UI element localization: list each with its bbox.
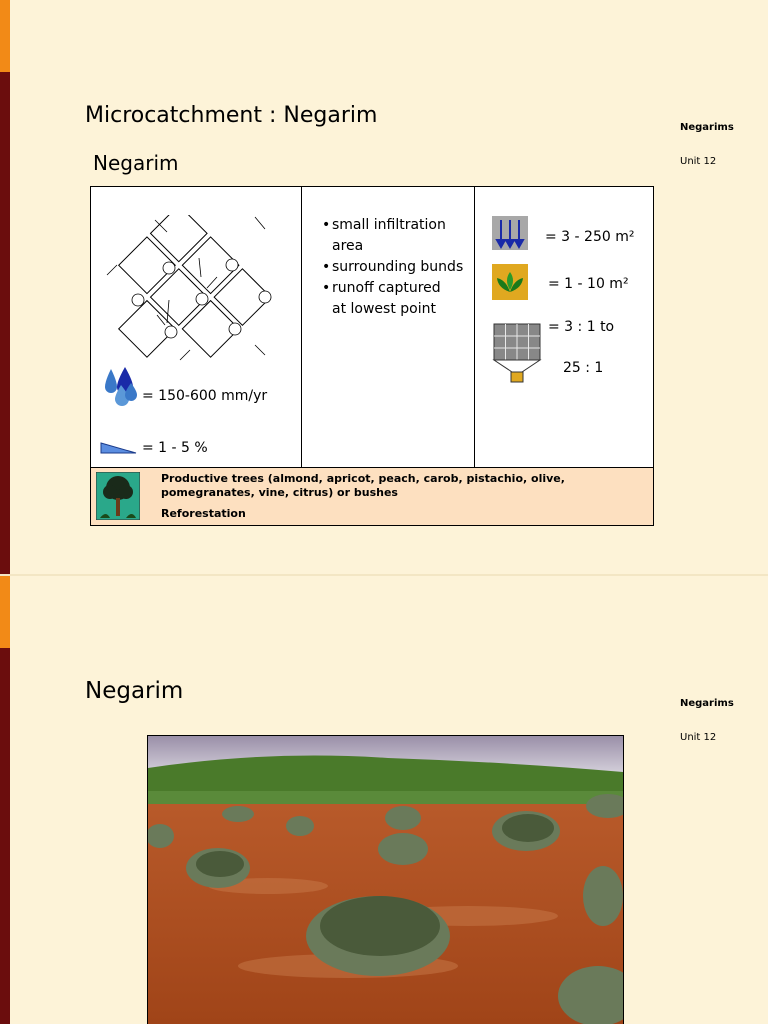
cultivated-area-icon <box>492 264 528 300</box>
slide-title: Microcatchment : Negarim <box>85 103 378 128</box>
cultivated-area-value: = 1 - 10 m² <box>548 276 629 292</box>
negarim-table <box>90 186 654 526</box>
diagram-cell <box>91 187 302 468</box>
crops-row <box>91 468 654 526</box>
slide-title: Negarim <box>85 678 184 704</box>
ratio-value-line1: = 3 : 1 to <box>548 319 615 335</box>
accent-bar-orange <box>0 0 10 72</box>
parameters-cell <box>475 187 654 468</box>
accent-bar-maroon <box>0 72 10 574</box>
bullet-item: • runoff captured <box>332 278 492 299</box>
crops-text: Productive trees (almond, apricot, peach, carob, pistachio, olive, pomegranates, vine, citrus) or bushes <box>161 472 565 499</box>
accent-bar-orange <box>0 576 10 648</box>
slope-icon <box>100 441 138 455</box>
side-unit: Unit 12 <box>680 732 717 743</box>
bullet-item-continued: at lowest point <box>332 301 436 317</box>
reforestation-text: Reforestation <box>161 507 246 520</box>
negarim-photo <box>147 735 624 1024</box>
rainfall-icon <box>101 365 141 409</box>
bullet-item-continued: area <box>332 238 364 254</box>
ratio-funnel-icon <box>492 322 542 384</box>
side-label: Negarims <box>680 122 734 133</box>
description-cell <box>302 187 475 468</box>
slope-value: = 1 - 5 % <box>142 440 208 456</box>
rainfall-value: = 150-600 mm/yr <box>142 388 268 404</box>
bullet-item: • small infiltration <box>332 215 492 236</box>
accent-bar-maroon <box>0 648 10 1024</box>
catchment-area-value: = 3 - 250 m² <box>545 229 635 245</box>
ratio-value-line2: 25 : 1 <box>563 360 604 376</box>
side-label: Negarims <box>680 698 734 709</box>
side-unit: Unit 12 <box>680 156 717 167</box>
negarim-diagram <box>105 215 295 365</box>
catchment-area-icon <box>492 216 528 250</box>
slide-2 <box>0 576 768 1024</box>
bullet-item: • surrounding bunds <box>332 257 492 278</box>
tree-icon <box>96 472 140 520</box>
feature-list <box>312 215 492 320</box>
slide-subtitle: Negarim <box>93 151 179 175</box>
